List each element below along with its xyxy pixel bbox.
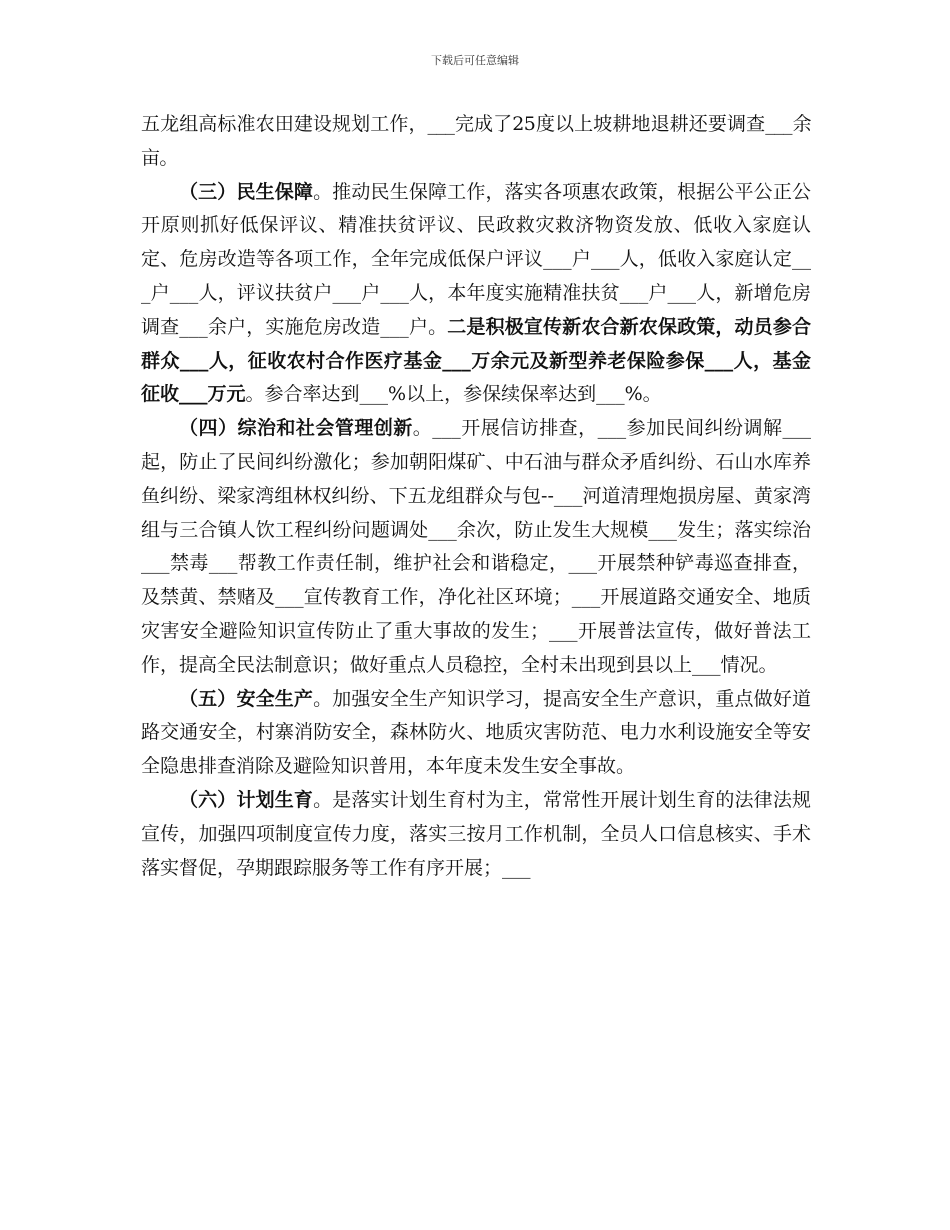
paragraph-livelihood <box>141 176 811 413</box>
paragraph-bold-text: 二是积极宣传新农合新农保政策，动员参合群众___人，征收农村合作医疗基金___万余元及新型养老保险参保___人，基金征收___万元 <box>141 315 811 406</box>
section-heading-livelihood: （三）民生保障 <box>179 180 314 203</box>
paragraph-text: 。加强安全生产知识学习，提高安全生产意识，重点做好道路交通安全，村寨消防安全，森林防火、地质灾害防范、电力水利设施安全等安全隐患排查消除及避险知识普用，本年度未发生安全事故。 <box>141 687 811 778</box>
paragraph-farmland <box>141 108 811 176</box>
paragraph-family-planning <box>141 784 811 885</box>
paragraph-safety <box>141 683 811 784</box>
section-heading-family-planning: （六）计划生育 <box>179 788 314 811</box>
paragraph-governance <box>141 412 811 682</box>
section-heading-safety: （五）安全生产 <box>179 687 314 710</box>
section-heading-governance: （四）综治和社会管理创新 <box>179 417 413 440</box>
document-body <box>141 108 811 885</box>
paragraph-text: 。是落实计划生育村为主，常常性开展计划生育的法律法规宣传，加强四项制度宣传力度，落实三按月工作机制，全员人口信息核实、手术落实督促，孕期跟踪服务等工作有序开展；___ <box>141 788 811 879</box>
page-header: 下载后可任意编辑 <box>431 54 519 67</box>
paragraph-text: 。推动民生保障工作，落实各项惠农政策，根据公平公正公开原则抓好低保评议、精准扶贫评议、民政救灾救济物资发放、低收入家庭认定、危房改造等各项工作，全年完成低保户评议___户___人，低收入家庭认定___户___人，评议扶贫户___户___人，本年度实施精准扶贫___户___人，新增危房调查___余户，实施危房改造___户。 <box>141 180 811 338</box>
paragraph-text: 五龙组高标准农田建设规划工作，___完成了25度以上坡耕地退耕还要调查___余亩。 <box>141 113 811 169</box>
paragraph-text: 。___开展信访排查，___参加民间纠纷调解___起，防止了民间纠纷激化；参加朝阳煤矿、中石油与群众矛盾纠纷、石山水库养鱼纠纷、梁家湾组林权纠纷、下五龙组群众与包--___河道清理炮损房屋、黄家湾组与三合镇人饮工程纠纷问题调处___余次，防止发生大规模___发生；落实综治___禁毒___帮教工作责任制，维护社会和谐稳定，___开展禁种铲毒巡查排查，及禁黄、禁赌及___宣传教育工作，净化社区环境；___开展道路交通安全、地质灾害安全避险知识宣传防止了重大事故的发生；___开展普法宣传，做好普法工作，提高全民法制意识；做好重点人员稳控，全村未出现到县以上___情况。 <box>141 417 811 676</box>
paragraph-text: 。参合率达到___%以上，参保续保率达到___%。 <box>245 383 662 406</box>
